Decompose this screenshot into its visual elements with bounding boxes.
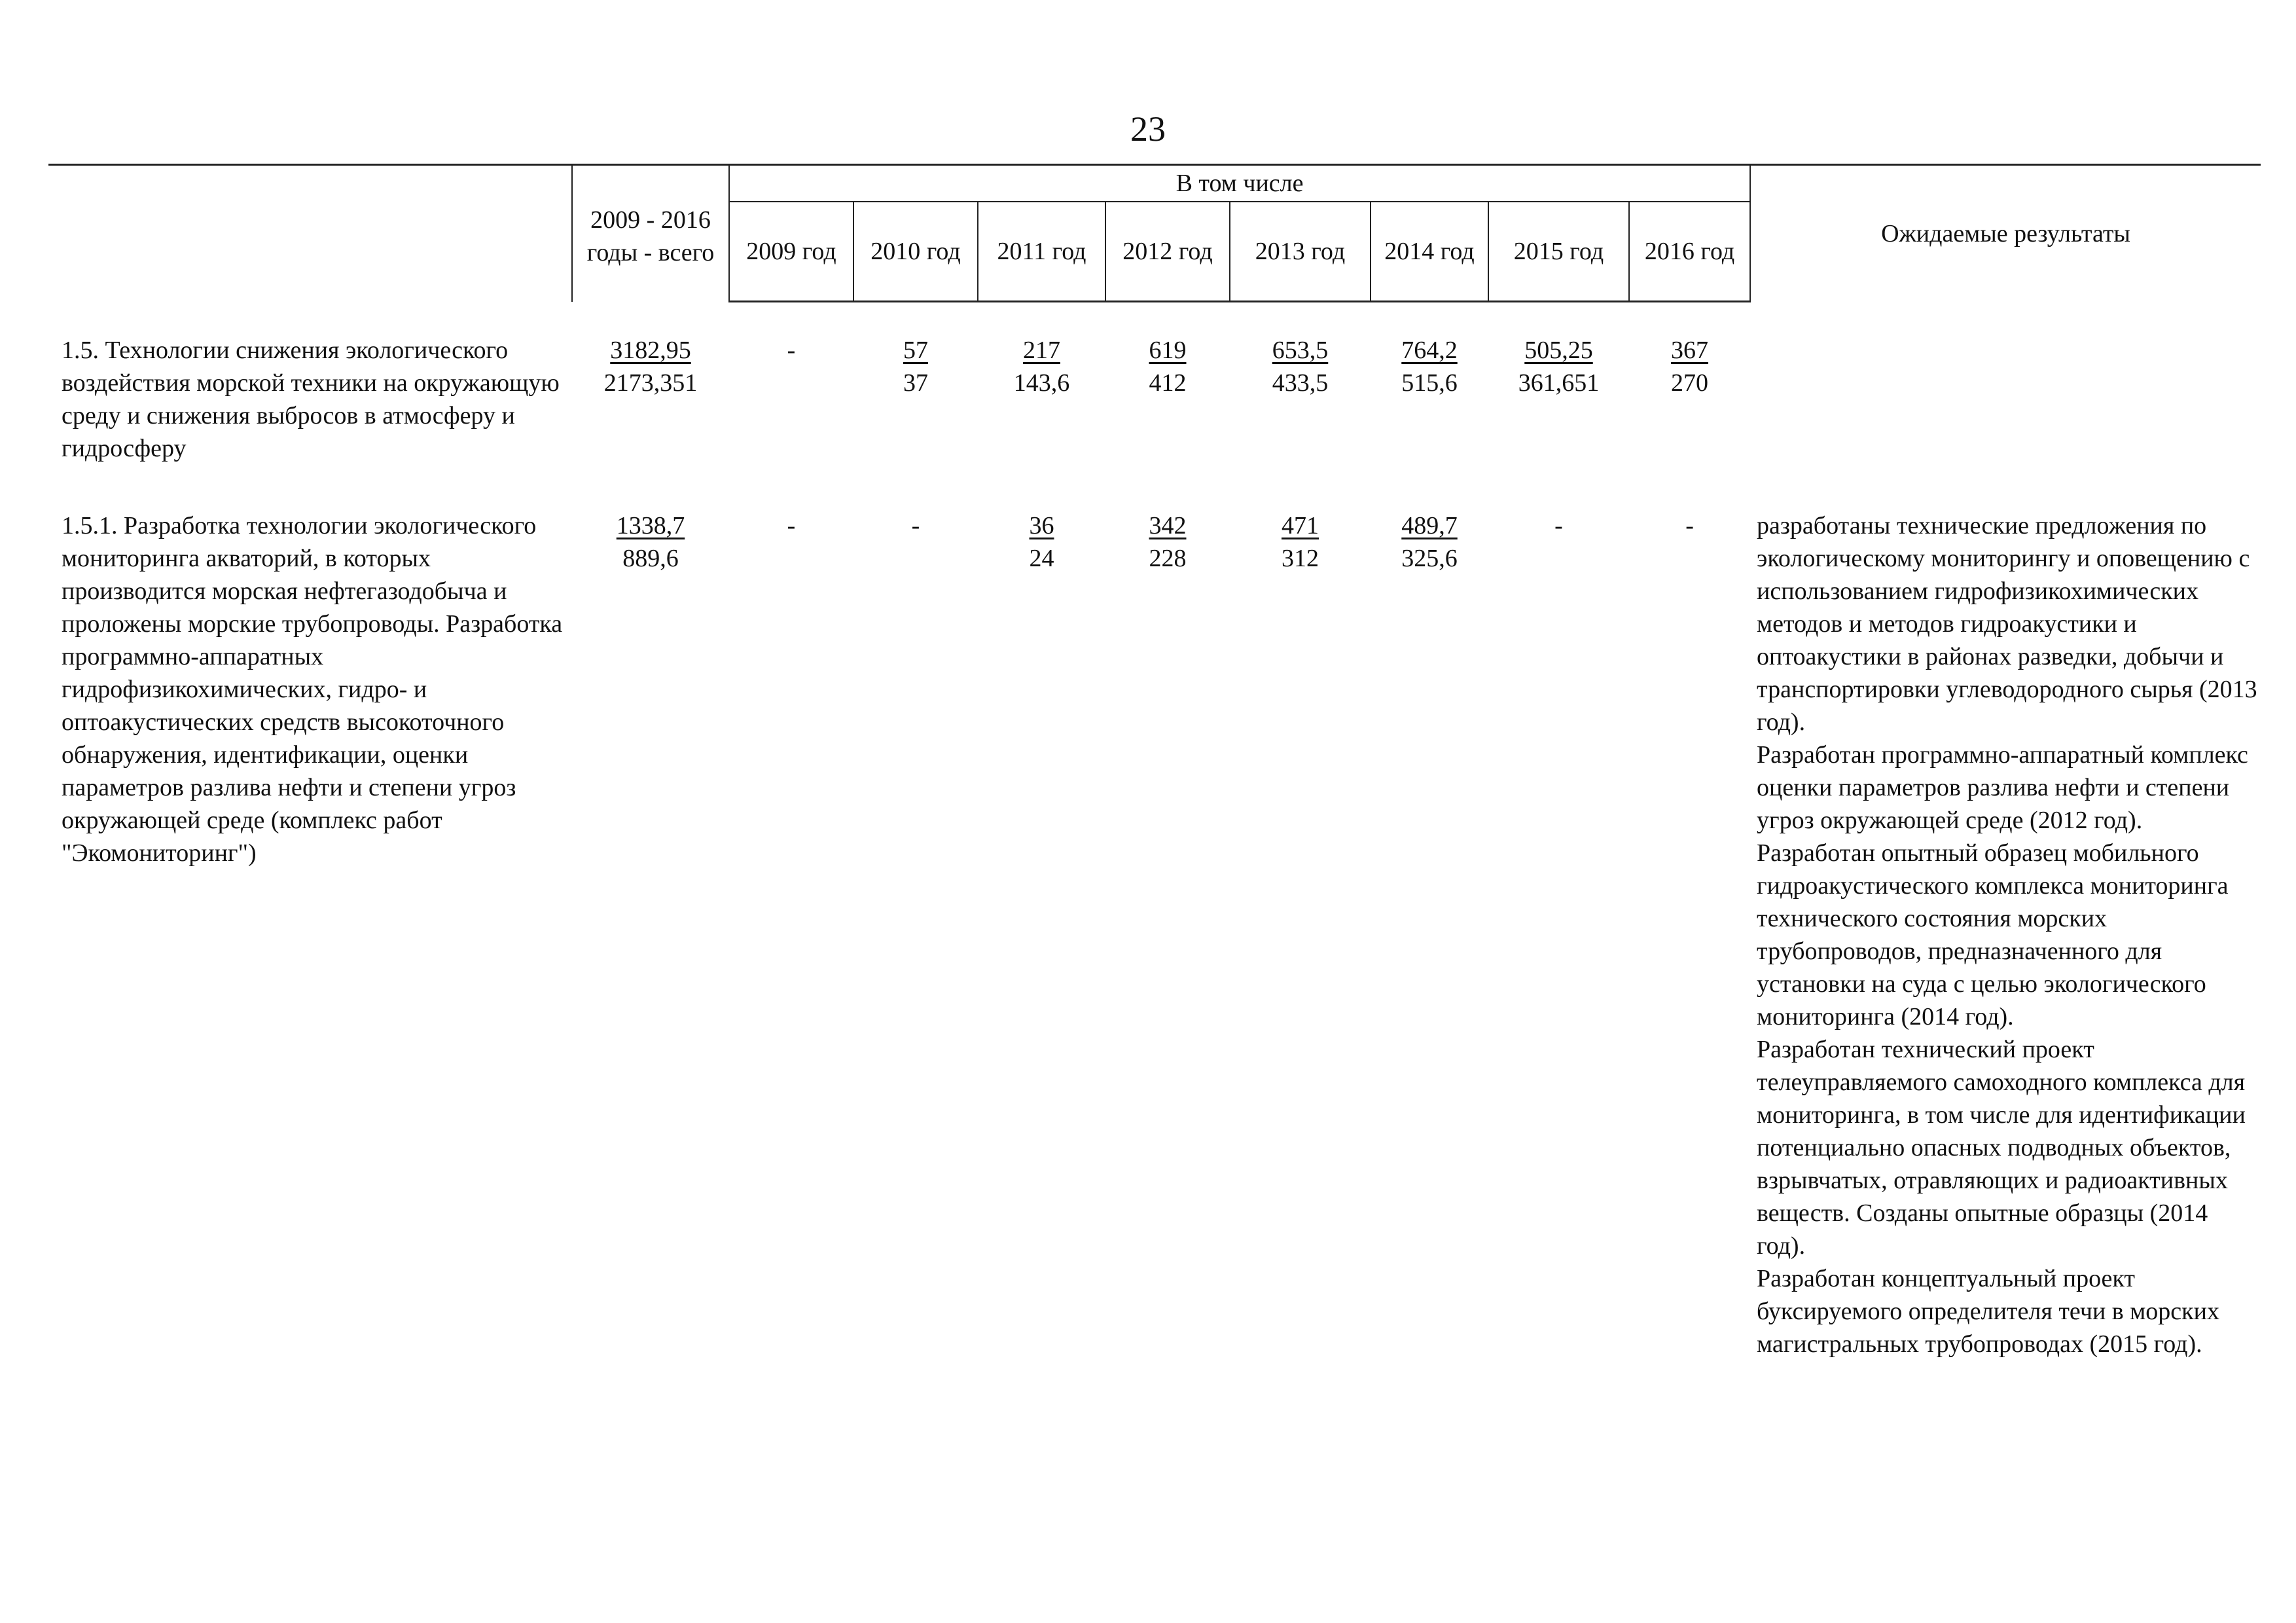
row-year-2016 — [1629, 334, 1750, 465]
year-planned: 342 — [1149, 512, 1187, 539]
year-budget: 270 — [1671, 369, 1709, 397]
header-year-2011: 2011 год — [978, 202, 1105, 302]
header-expected-results: Ожидаемые результаты — [1750, 165, 2261, 302]
total-budget: 889,6 — [622, 545, 679, 572]
year-budget: 24 — [1029, 545, 1054, 572]
total-planned: 3182,95 — [610, 337, 691, 364]
program-table — [48, 164, 2261, 1360]
row-year-2013 — [1230, 509, 1371, 1360]
header-year-2015: 2015 год — [1488, 202, 1629, 302]
result-item: Разработан программно-аппаратный комплекс оценки параметров разлива нефти и степени угроз окружающей среде (2012 год). — [1757, 741, 2248, 834]
year-planned: 505,25 — [1524, 337, 1593, 364]
result-item: Разработан концептуальный проект буксируемого определителя течи в морских магистральных трубопроводах (2015 год). — [1757, 1265, 2219, 1358]
year-planned: 764,2 — [1401, 337, 1458, 364]
row-year-2015 — [1488, 509, 1629, 1360]
year-planned: - — [911, 512, 920, 539]
row-total — [572, 509, 729, 1360]
year-budget: 433,5 — [1272, 369, 1329, 397]
year-planned: 57 — [903, 337, 928, 364]
year-planned: - — [1554, 512, 1563, 539]
row-results — [1750, 509, 2261, 1360]
row-year-2013 — [1230, 334, 1371, 465]
year-planned: 653,5 — [1272, 337, 1329, 364]
header-including: В том числе — [729, 165, 1750, 202]
header-year-2016: 2016 год — [1629, 202, 1750, 302]
year-budget: 37 — [903, 369, 928, 397]
header-year-2012: 2012 год — [1105, 202, 1230, 302]
row-name: 1.5.1. Разработка технологии экологического мониторинга акваторий, в которых производится морская нефтегазодобыча и проложены морские трубопроводы. Разработка программно-аппаратных гидрофизикохимических, гидро- и оптоакустических средств высокоточного обнаружения, идентификации, оценки параметров разлива нефти и степени угроз окружающей среде (комплекс работ "Экомониторинг") — [62, 512, 563, 867]
total-budget: 2173,351 — [603, 369, 698, 397]
header-year-2014: 2014 год — [1371, 202, 1488, 302]
row-year-2016 — [1629, 509, 1750, 1360]
header-year-2009: 2009 год — [729, 202, 853, 302]
year-planned: 619 — [1149, 337, 1187, 364]
total-planned: 1338,7 — [616, 512, 685, 539]
header-year-2013: 2013 год — [1230, 202, 1371, 302]
result-item: разработаны технические предложения по экологическому мониторингу и оповещению с использованием гидрофизикохимических методов и методов гидроакустики и оптоакустики в районах разведки, добычи и транспортировки углеводородного сырья (2013 год). — [1757, 512, 2257, 736]
header-year-2010: 2010 год — [853, 202, 978, 302]
page-number: 23 — [1130, 109, 1166, 149]
row-year-2014 — [1371, 334, 1488, 465]
header-name-blank — [48, 165, 572, 302]
row-year-2009 — [729, 334, 853, 465]
year-budget: 312 — [1282, 545, 1319, 572]
year-planned: 471 — [1282, 512, 1319, 539]
row-year-2012 — [1105, 334, 1230, 465]
row-year-2009 — [729, 509, 853, 1360]
row-year-2015 — [1488, 334, 1629, 465]
year-planned: 489,7 — [1401, 512, 1458, 539]
year-planned: - — [787, 512, 796, 539]
header-total: 2009 - 2016 годы - всего — [572, 165, 729, 302]
year-budget: 361,651 — [1518, 369, 1600, 397]
year-budget: 515,6 — [1401, 369, 1458, 397]
result-item: Разработан технический проект телеуправляемого самоходного комплекса для мониторинга, в том числе для идентификации потенциально опасных подводных объектов, взрывчатых, отравляющих и радиоактивных веществ. Созданы опытные образцы (2014 год). — [1757, 1036, 2246, 1260]
table-header — [48, 165, 2261, 302]
row-year-2014 — [1371, 509, 1488, 1360]
year-budget: 143,6 — [1013, 369, 1070, 397]
year-budget: 228 — [1149, 545, 1187, 572]
table-row — [48, 509, 2261, 1360]
row-year-2010 — [853, 334, 978, 465]
row-year-2011 — [978, 509, 1105, 1360]
row-name: 1.5. Технологии снижения экологического воздействия морской техники на окружающую среду и снижения выбросов в атмосферу и гидросферу — [62, 337, 560, 462]
year-planned: 217 — [1023, 337, 1060, 364]
row-total — [572, 334, 729, 465]
row-year-2010 — [853, 509, 978, 1360]
year-planned: 36 — [1029, 512, 1054, 539]
year-budget: 325,6 — [1401, 545, 1458, 572]
year-budget: 412 — [1149, 369, 1187, 397]
row-results — [1750, 334, 2261, 465]
result-item: Разработан опытный образец мобильного гидроакустического комплекса мониторинга технического состояния морских трубопроводов, предназначенного для установки на суда с целью экологического мониторинга (2014 год). — [1757, 839, 2229, 1030]
row-year-2012 — [1105, 509, 1230, 1360]
year-planned: 367 — [1671, 337, 1709, 364]
table-row — [48, 334, 2261, 465]
row-year-2011 — [978, 334, 1105, 465]
year-planned: - — [787, 337, 796, 364]
year-planned: - — [1685, 512, 1694, 539]
